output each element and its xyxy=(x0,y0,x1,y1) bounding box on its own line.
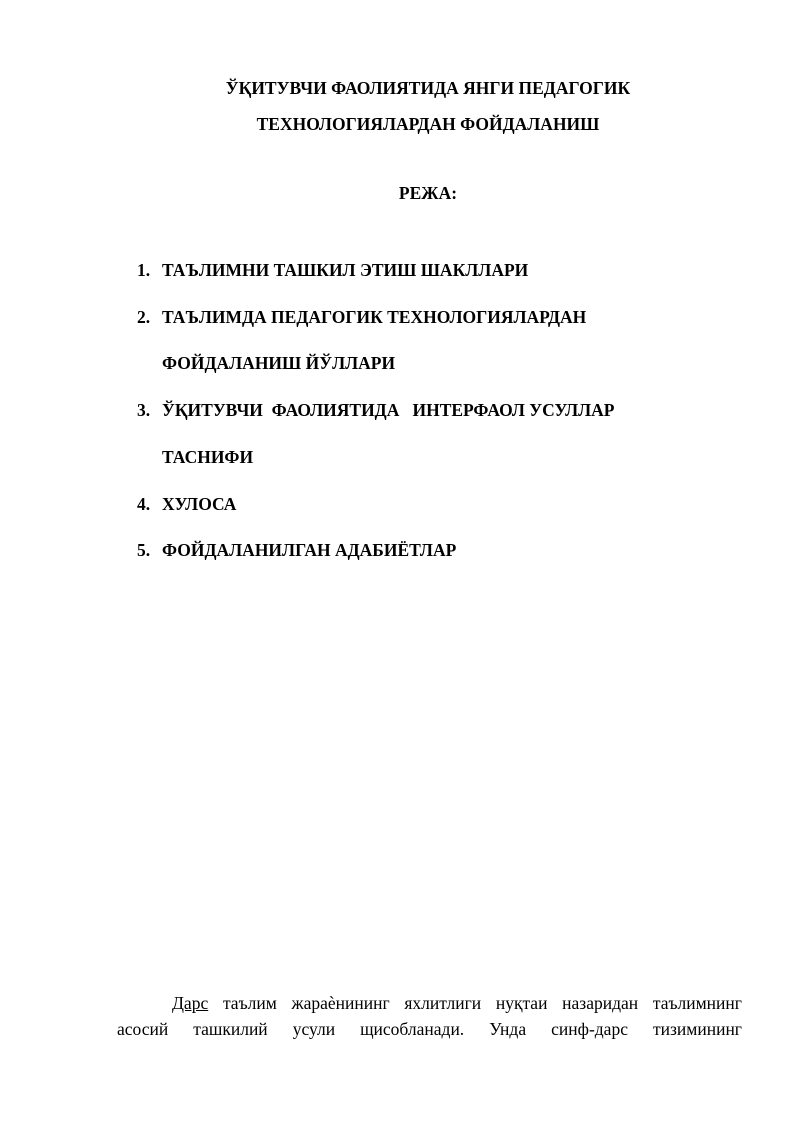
body-word: тизимининг xyxy=(652,1019,742,1039)
plan-item-number: 5. xyxy=(137,540,151,560)
plan-heading: РЕЖА: xyxy=(398,183,458,203)
body-line-2 xyxy=(117,1019,742,1039)
body-word: таълимнинг xyxy=(652,993,742,1013)
plan-item-text: ХУЛОСА xyxy=(162,494,237,514)
plan-item-3-continuation: ТАСНИФИ xyxy=(162,447,254,467)
plan-item-text: ТАЪЛИМНИ ТАШКИЛ ЭТИШ ШАКЛЛАРИ xyxy=(162,260,529,280)
body-word: таълим xyxy=(222,993,277,1013)
plan-item-2-continuation: ФОЙДАЛАНИШ ЙЎЛЛАРИ xyxy=(162,353,396,373)
plan-item-4 xyxy=(137,494,236,514)
body-word: назаридан xyxy=(562,993,639,1013)
body-word: яхлитлиги xyxy=(404,993,482,1013)
plan-item-2 xyxy=(137,307,586,327)
body-word: ташкилий xyxy=(193,1019,268,1039)
document-title-line-1: ЎҚИТУВЧИ ФАОЛИЯТИДА ЯНГИ ПЕДАГОГИК xyxy=(225,78,631,98)
body-word: синф-дарс xyxy=(551,1019,628,1039)
plan-item-text: ТАЪЛИМДА ПЕДАГОГИК ТЕХНОЛОГИЯЛАРДАН xyxy=(162,307,587,327)
body-word: жараѐнининг xyxy=(291,993,390,1013)
plan-item-5 xyxy=(137,540,456,560)
document-title-line-2: ТЕХНОЛОГИЯЛАРДАН ФОЙДАЛАНИШ xyxy=(256,114,600,134)
plan-item-number: 2. xyxy=(137,307,151,327)
body-line-1 xyxy=(172,993,742,1013)
body-word: щисобланади. xyxy=(360,1019,465,1039)
plan-item-text: ФОЙДАЛАНИЛГАН АДАБИЁТЛАР xyxy=(162,540,457,560)
plan-item-number: 1. xyxy=(137,260,151,280)
plan-item-number: 4. xyxy=(137,494,151,514)
body-word: Дарс xyxy=(172,993,209,1013)
body-word: нуқтаи xyxy=(495,993,548,1013)
body-word: асосий xyxy=(117,1019,169,1039)
plan-item-1 xyxy=(137,260,528,280)
body-word: усули xyxy=(292,1019,336,1039)
body-word: Унда xyxy=(489,1019,527,1039)
plan-item-number: 3. xyxy=(137,400,151,420)
plan-item-3 xyxy=(137,400,614,420)
plan-item-text: ЎҚИТУВЧИ ФАОЛИЯТИДА ИНТЕРФАОЛ УСУЛЛАР xyxy=(162,400,615,420)
